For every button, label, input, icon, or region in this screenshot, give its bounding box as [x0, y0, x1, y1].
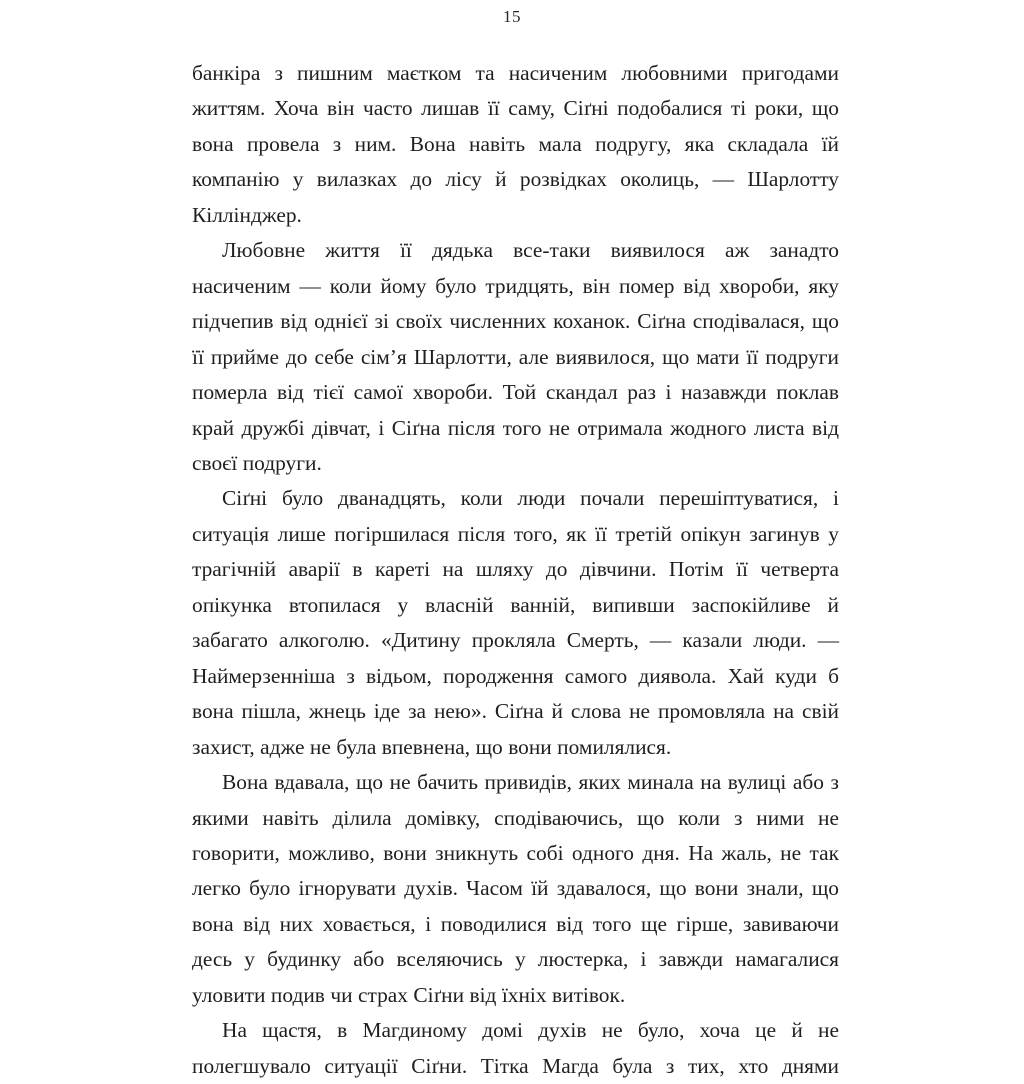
body-text-block	[192, 56, 839, 1084]
paragraph-2: Любовне життя її дядька все-таки виявилося аж занадто насиченим — коли йому було тридцять, він помер від хвороби, яку підчепив від однієї зі своїх численних коханок. Сіґна сподівалася, що її прийме до себе сім’я Шарлотти, але виявилося, що мати її подруги померла від тієї самої хвороби. Той скандал раз і назавжди поклав край дружбі дівчат, і Сіґна після того не отримала жодного листа від своєї подруги.	[192, 238, 839, 475]
paragraph-3: Сіґні було дванадцять, коли люди почали перешіптуватися, і ситуація лише погіршилася після того, як її третій опікун загинув у трагічній аварії в кареті на шляху до дівчини. Потім її четверта опікунка втопилася у власній ванній, випивши заспокійливе й забагато алкоголю. «Дитину прокляла Смерть, — казали люди. — Наймерзенніша з відьом, породження самого диявола. Хай куди б вона пішла, жнець іде за нею». Сіґна й слова не промовляла на свій захист, адже не була впевнена, що вони помилялися.	[192, 486, 839, 759]
paragraph-1: банкіра з пишним маєтком та насиченим любовними пригодами життям. Хоча він часто лишав її саму, Сіґні подобалися ті роки, що вона провела з ним. Вона навіть мала подругу, яка складала їй компанію у вилазках до лісу й розвідках околиць, — Шарлотту Кіллінджер.	[192, 61, 839, 227]
paragraph-4: Вона вдавала, що не бачить привидів, яких минала на вулиці або з якими навіть ділила домівку, сподіваючись, що коли з ними не говорити, можливо, вони зникнуть собі одного дня. На жаль, не так легко було ігнорувати духів. Часом їй здавалося, що вони знали, що вона від них ховається, і поводилися від того ще гірше, завиваючи десь у будинку або вселяючись у люстерка, і завжди намагалися уловити подив чи страх Сіґни від їхніх витівок.	[192, 770, 839, 1007]
paragraph-5: На щастя, в Магдиному домі духів не було, хоча це й не полегшувало ситуації Сіґни. Тітка Магда була з тих, хто днями	[192, 1018, 839, 1078]
page-number: 15	[503, 7, 521, 26]
